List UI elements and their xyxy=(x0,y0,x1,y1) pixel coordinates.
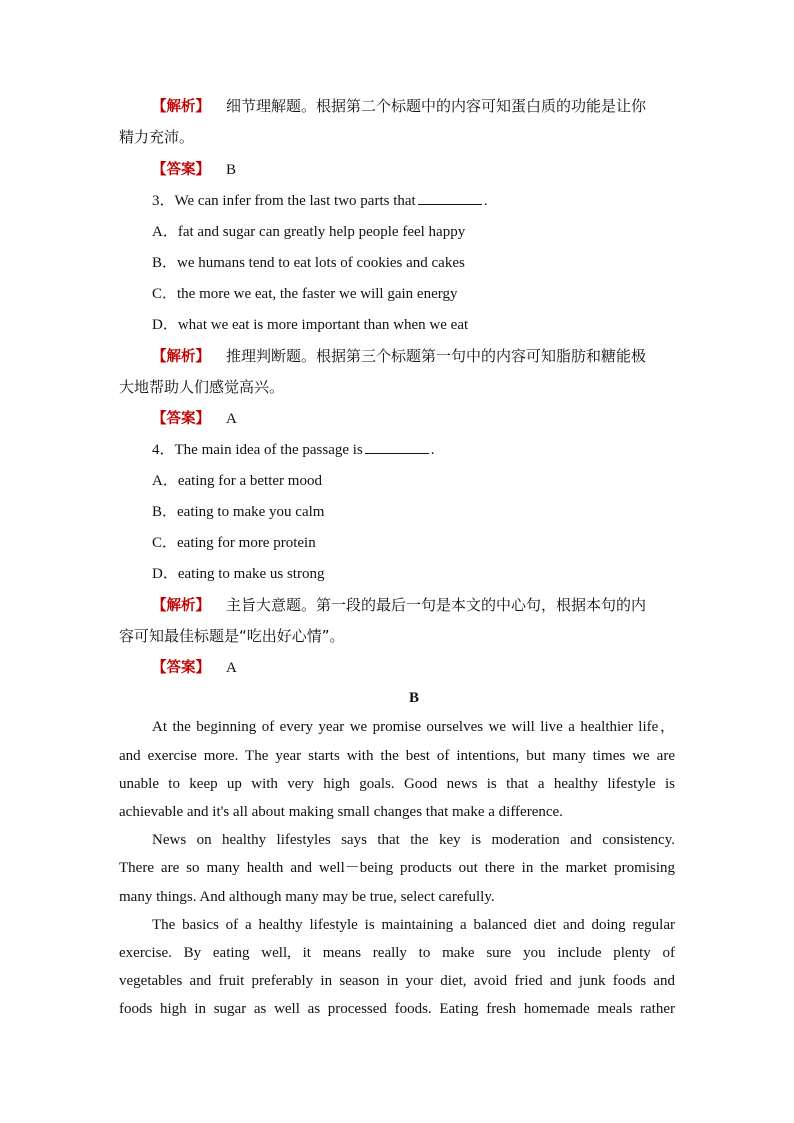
q3-analysis-tag: 【解析】 xyxy=(152,349,210,365)
q4-analysis-text-1: 主旨大意题。第一段的最后一句是本文的中心句，根据本句的内 xyxy=(226,596,647,614)
q3-answer-line xyxy=(152,408,675,429)
q3-option-c: C．the more we eat, the faster we will gain energy xyxy=(152,286,458,302)
q4-analysis-line1 xyxy=(152,595,675,616)
q3-answer-tag: 【答案】 xyxy=(152,411,210,427)
q4-analysis-text-2: 容可知最佳标题是“吃出好心情”。 xyxy=(119,627,345,645)
q4-stem-end: . xyxy=(430,442,435,458)
q4-option-b: B．eating to make you calm xyxy=(152,504,325,520)
q2-analysis-line1 xyxy=(152,96,675,117)
q2-answer-line xyxy=(152,159,675,180)
passage-b-line-11: foods high in sugar as well as processed foods. Eating fresh homemade meals rather xyxy=(119,1001,675,1017)
passage-b-line-1: At the beginning of every year we promise ourselves we will live a healthier life， xyxy=(152,719,675,735)
q4-answer-blank xyxy=(365,440,429,454)
q4-option-c: C．eating for more protein xyxy=(152,535,316,551)
passage-b-line-7: many things. And although many may be true, select carefully. xyxy=(119,889,495,905)
q3-option-b: B．we humans tend to eat lots of cookies and cakes xyxy=(152,255,465,271)
q4-answer-line xyxy=(152,657,675,678)
q3-answer-value: A xyxy=(226,411,237,427)
q2-analysis-tag: 【解析】 xyxy=(152,99,210,115)
q3-stem xyxy=(152,191,675,211)
passage-b-line-9: exercise. By eating well, it means really to make sure you include plenty of xyxy=(119,945,675,961)
passage-b-line-8: The basics of a healthy lifestyle is maintaining a balanced diet and doing regular xyxy=(152,917,675,933)
passage-b-line-3: unable to keep up with very high goals. Good news is that a healthy lifestyle is xyxy=(119,776,675,792)
q4-stem xyxy=(152,440,675,460)
q3-option-d: D．what we eat is more important than when we eat xyxy=(152,317,469,333)
passage-b-line-5: News on healthy lifestyles says that the key is moderation and consistency. xyxy=(152,832,675,848)
q3-analysis-line1 xyxy=(152,346,675,367)
q4-answer-tag: 【答案】 xyxy=(152,660,210,676)
q3-answer-blank xyxy=(418,191,482,205)
q2-answer-tag: 【答案】 xyxy=(152,162,210,178)
passage-b-line-10: vegetables and fruit preferably in season in your diet, avoid fried and junk foods and xyxy=(119,973,675,989)
passage-b-line-6: There are so many health and well－being products out there in the market promising xyxy=(119,860,675,876)
q4-analysis-tag: 【解析】 xyxy=(152,598,210,614)
q2-analysis-text-1: 细节理解题。根据第二个标题中的内容可知蛋白质的功能是让你 xyxy=(226,97,647,115)
q2-answer-value: B xyxy=(226,162,237,178)
q3-stem-end: . xyxy=(483,193,488,209)
q4-stem-text: 4．The main idea of the passage is xyxy=(152,442,363,458)
passage-b-line-2: and exercise more. The year starts with the best of intentions, but many times we are xyxy=(119,748,675,764)
q3-analysis-text-1: 推理判断题。根据第三个标题第一句中的内容可知脂肪和糖能极 xyxy=(226,347,647,365)
q4-answer-value: A xyxy=(226,660,237,676)
section-b-heading: B xyxy=(408,690,419,706)
q3-option-a: A．fat and sugar can greatly help people feel happy xyxy=(152,224,466,240)
q3-analysis-text-2: 大地帮助人们感觉高兴。 xyxy=(119,378,285,396)
passage-b-line-4: achievable and it's all about making small changes that make a difference. xyxy=(119,804,563,820)
q4-option-d: D．eating to make us strong xyxy=(152,566,325,582)
q2-analysis-text-2: 精力充沛。 xyxy=(119,128,195,146)
q3-stem-text: 3．We can infer from the last two parts that xyxy=(152,193,416,209)
q4-option-a: A．eating for a better mood xyxy=(152,473,322,489)
